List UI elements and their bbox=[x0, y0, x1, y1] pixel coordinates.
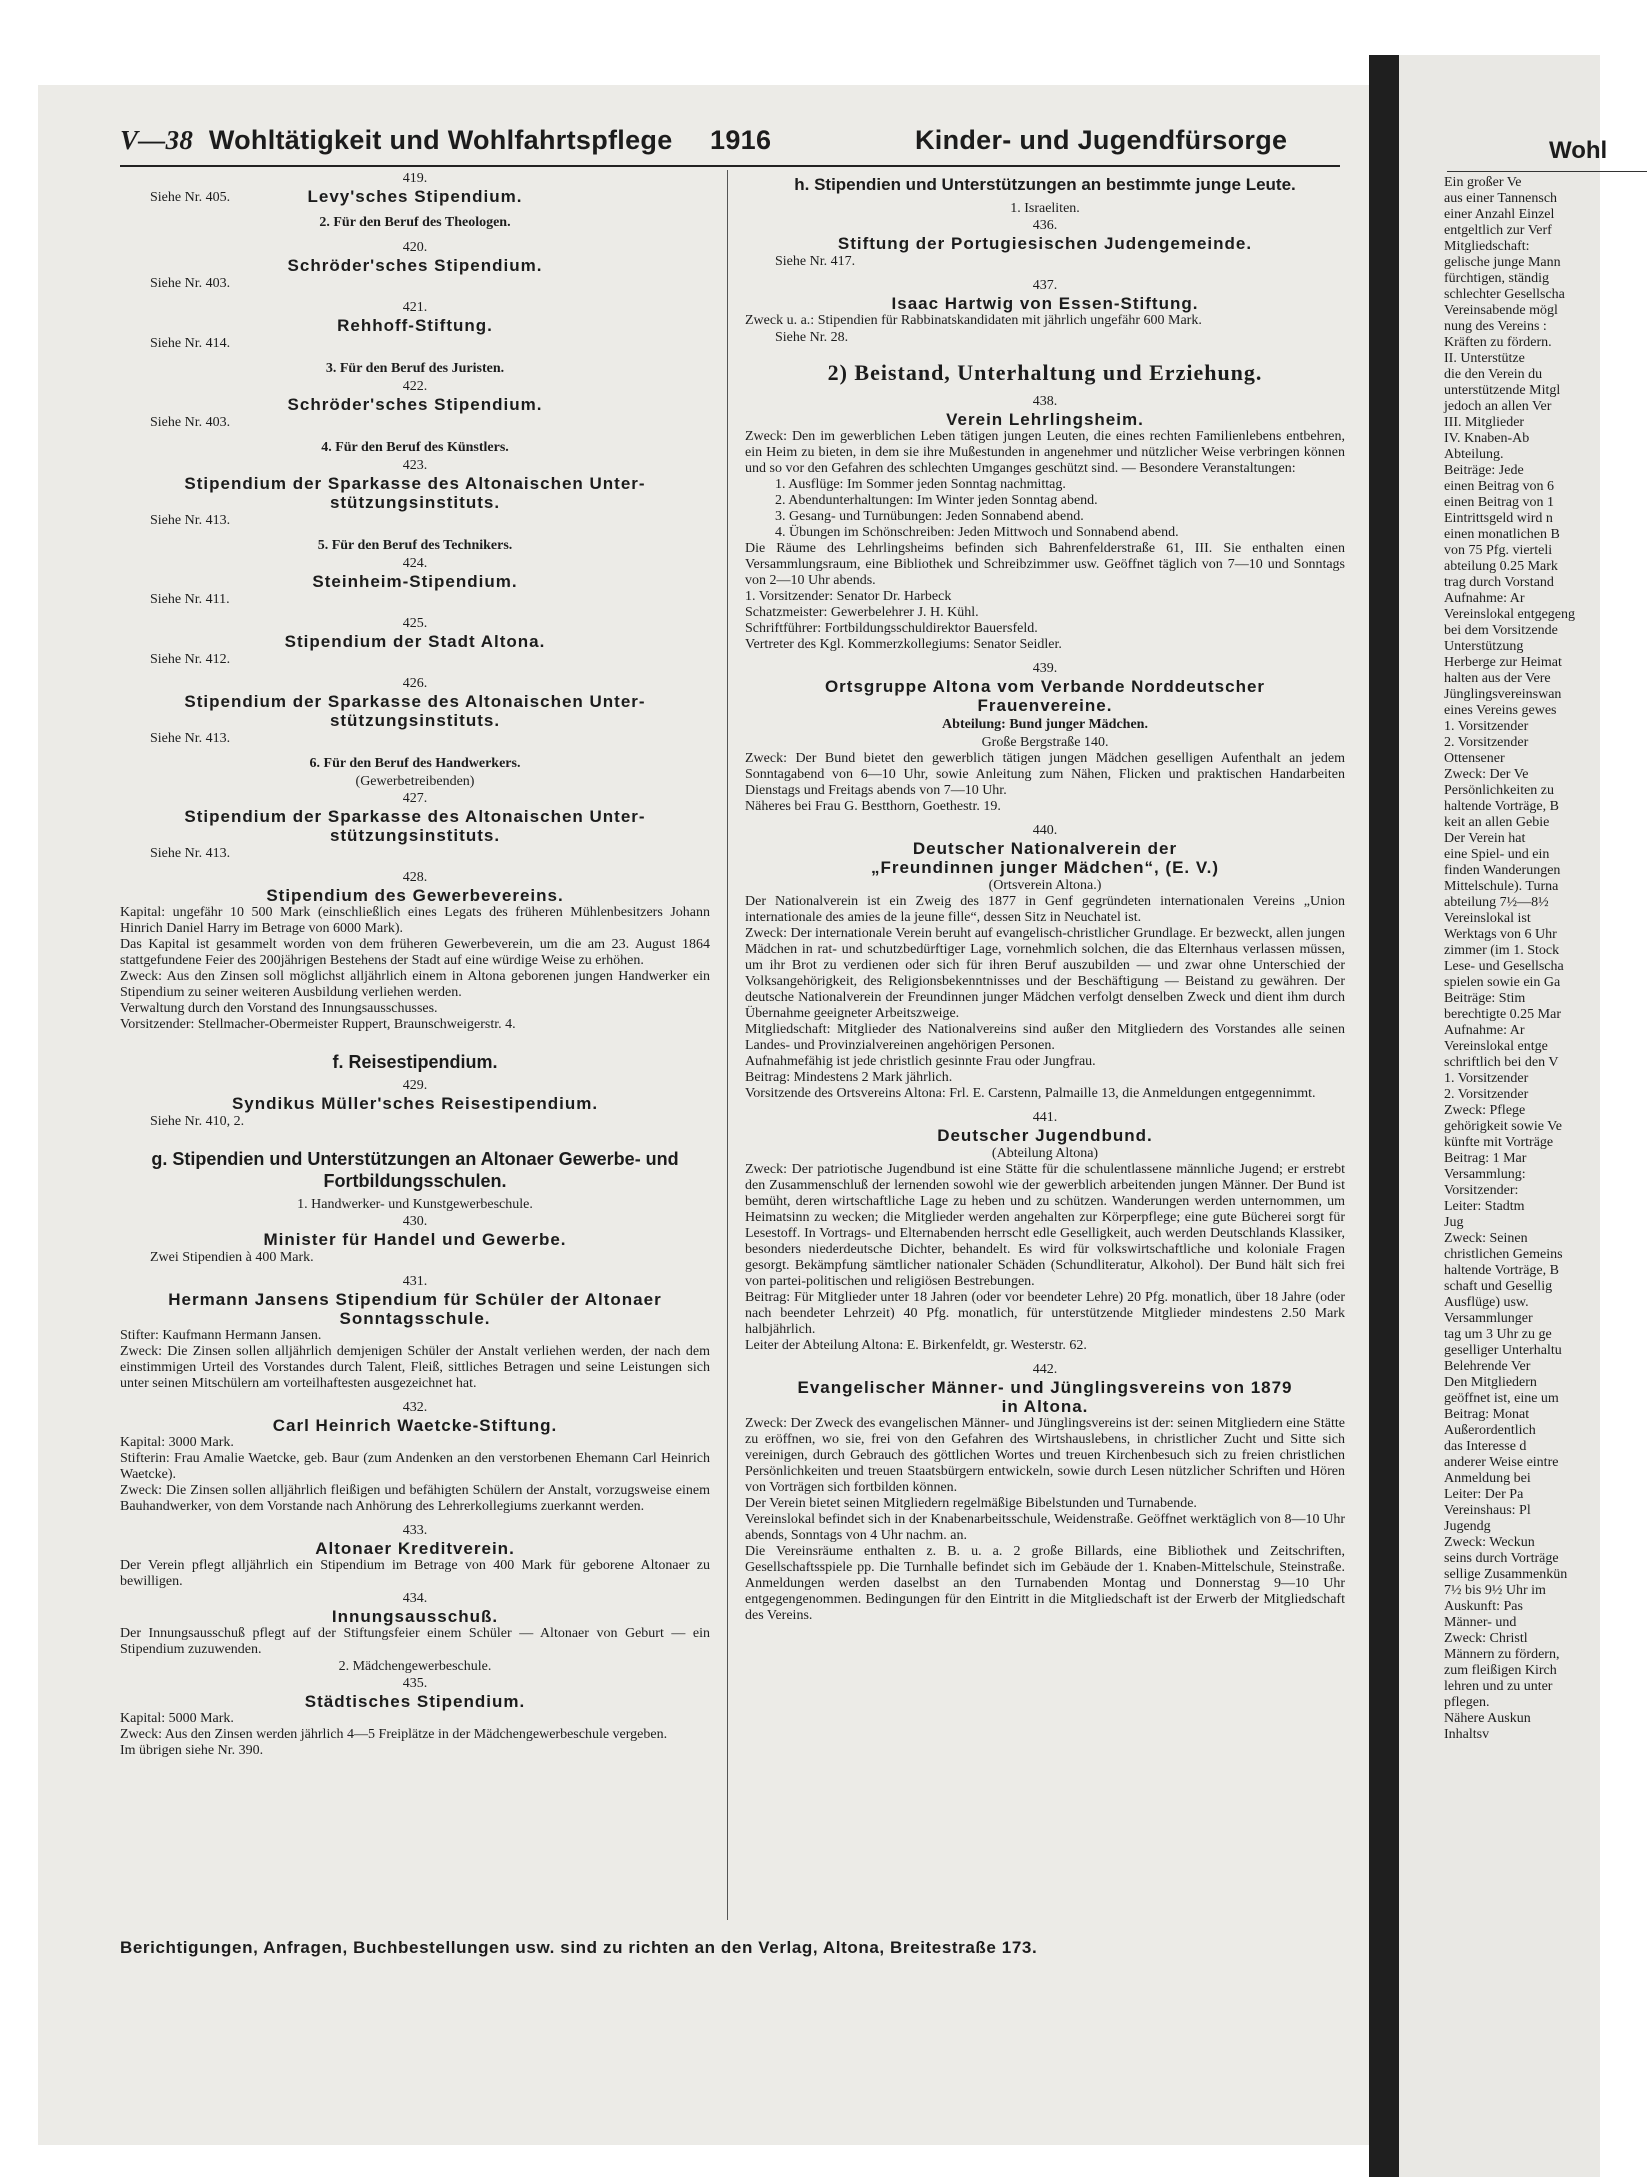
entry-text: Zweck: Aus den Zinsen soll möglichst alljährlich einem in Altona geborenen jungen Handwerker ein Stipendium zu seiner weiteren Ausbildung verliehen werden. bbox=[120, 969, 710, 1000]
entry-title-cont: „Freundinnen junger Mädchen“, (E. V.) bbox=[870, 858, 1220, 877]
subsection-note: (Gewerbetreibenden) bbox=[355, 774, 475, 789]
entry-title: Stipendium der Stadt Altona. bbox=[284, 632, 546, 651]
next-page-line: Jug bbox=[1444, 1215, 1464, 1230]
entry-text: Mitgliedschaft: Mitglieder des Nationalvereins sind außer den Mitgliedern des Vorstandes alle seinen Landes- und Provinzialvereinen angehörigen Personen. bbox=[745, 1022, 1345, 1053]
next-page-line: Leiter: Stadtm bbox=[1444, 1199, 1525, 1214]
entry-title: Altonaer Kreditverein. bbox=[315, 1539, 515, 1558]
next-page-line: Beitrag: Monat bbox=[1444, 1407, 1530, 1422]
next-page-line: einen monatlichen B bbox=[1444, 527, 1560, 542]
entry-title: Steinheim-Stipendium. bbox=[312, 572, 518, 591]
entry-number: 437. bbox=[1032, 278, 1058, 293]
entry-text: Vorsitzender: Stellmacher-Obermeister Ruppert, Braunschweigerstr. 4. bbox=[120, 1017, 516, 1032]
entry-title: Minister für Handel und Gewerbe. bbox=[263, 1230, 567, 1249]
next-page-line: von 75 Pfg. vierteli bbox=[1444, 543, 1553, 558]
next-page-line: Zweck: Christl bbox=[1444, 1631, 1528, 1646]
entry-text: Kapital: ungefähr 10 500 Mark (einschließlich eines Legats des früheren Mühlenbesitzers Johann Hinrich Daniel Harry im Betrage von 6000 Mark). bbox=[120, 905, 710, 936]
next-page-line: eines Vereins gewes bbox=[1444, 703, 1557, 718]
see-reference: Siehe Nr. 412. bbox=[150, 652, 231, 667]
entry-title: Stipendium der Sparkasse des Altonaischen Unter- bbox=[184, 474, 646, 493]
entry-title: Schröder'sches Stipendium. bbox=[287, 395, 543, 414]
next-page-line: III. Mitglieder bbox=[1444, 415, 1525, 430]
entry-number: 425. bbox=[402, 616, 428, 631]
entry-address: Große Bergstraße 140. bbox=[981, 735, 1109, 750]
next-page-line: eine Spiel- und ein bbox=[1444, 847, 1550, 862]
entry-number: 442. bbox=[1032, 1362, 1058, 1377]
entry-text: Stifter: Kaufmann Hermann Jansen. bbox=[120, 1328, 322, 1343]
next-page-line: schaft und Gesellig bbox=[1444, 1279, 1553, 1294]
next-page-line: die den Verein du bbox=[1444, 367, 1543, 382]
see-reference: Siehe Nr. 413. bbox=[150, 513, 231, 528]
entry-text: Vereinslokal befindet sich in der Knabenarbeitsschule, Weidenstraße. Geöffnet werktäglich von 8—10 Uhr abends, Sonntags von 4 Uhr nachm. an. bbox=[745, 1512, 1345, 1543]
next-page-line: keit an allen Gebie bbox=[1444, 815, 1550, 830]
entry-text: Beitrag: Mindestens 2 Mark jährlich. bbox=[745, 1070, 953, 1085]
list-item: 2. Abendunterhaltungen: Im Winter jeden Sonntag abend. bbox=[775, 493, 1098, 508]
next-page-line: aus einer Tannensch bbox=[1444, 191, 1558, 206]
entry-text: Das Kapital ist gesammelt worden von dem früheren Gewerbeverein, um die am 23. August 1864 stattgefundene Feier des 200jährigen Bestehens der Stadt auf eine würdige Weise zu erhöhen. bbox=[120, 937, 710, 968]
entry-title: Verein Lehrlingsheim. bbox=[946, 410, 1144, 429]
subsection-heading: 1. Israeliten. bbox=[1010, 201, 1080, 216]
next-page-line: 1. Vorsitzender bbox=[1444, 719, 1529, 734]
next-page-line: Abteilung. bbox=[1444, 447, 1504, 462]
entry-number: 441. bbox=[1032, 1110, 1058, 1125]
entry-text: 1. Vorsitzender: Senator Dr. Harbeck bbox=[745, 589, 952, 604]
entry-subtitle: (Ortsverein Altona.) bbox=[988, 878, 1102, 893]
entry-title: Carl Heinrich Waetcke-Stiftung. bbox=[272, 1416, 558, 1435]
next-page-line: finden Wanderungen bbox=[1444, 863, 1561, 878]
next-page-line: Kräften zu fördern. bbox=[1444, 335, 1552, 350]
see-reference: Siehe Nr. 403. bbox=[150, 276, 231, 291]
entry-number: 427. bbox=[402, 791, 428, 806]
entry-number: 422. bbox=[402, 379, 428, 394]
next-page-line: einer Anzahl Einzel bbox=[1444, 207, 1555, 222]
entry-number: 433. bbox=[402, 1523, 428, 1538]
entry-number: 439. bbox=[1032, 661, 1058, 676]
section-title-right: Kinder- und Jugendfürsorge bbox=[915, 125, 1288, 155]
entry-number: 434. bbox=[402, 1591, 428, 1606]
entry-text: Zweck: Aus den Zinsen werden jährlich 4—5 Freiplätze in der Mädchengewerbeschule vergeben. bbox=[120, 1727, 668, 1742]
entry-text: Der Nationalverein ist ein Zweig des 1877 in Genf gegründeten internationalen Vereins „Union internationale des amies de la jeune fille“, dessen Sitz in Neuchatel ist. bbox=[745, 894, 1345, 925]
entry-text: Zweck: Der Zweck des evangelischen Männer- und Jünglingsvereins ist der: seinen Mitgliedern eine Stätte zu eröffnen, wo sie, frei von den Gefahren des Wirtshauslebens, in christlicher Zucht und Sitte sich vereinigen, durch Gebrauch des göttlichen Wortes und treuen Kirchenbesuch sich zu freien christlichen Persönlichkeiten und treuen Staatsbürgern entwickeln, sowie durch Lesen nützlicher Schriften und Hören von Vorträgen sich fortbilden können. bbox=[745, 1416, 1345, 1495]
entry-number: 429. bbox=[402, 1078, 428, 1093]
entry-number: 423. bbox=[402, 458, 428, 473]
next-page-line: Mitgliedschaft: bbox=[1444, 239, 1530, 254]
next-page-line: Inhaltsv bbox=[1444, 1727, 1490, 1742]
entry-number: 440. bbox=[1032, 823, 1058, 838]
next-page-line: trag durch Vorstand bbox=[1444, 575, 1554, 590]
next-page-header: Wohl bbox=[1549, 137, 1608, 164]
next-page-line: spielen sowie ein Ga bbox=[1444, 975, 1561, 990]
next-page-line: fürchtigen, ständig bbox=[1444, 271, 1549, 286]
subsection-heading: 6. Für den Beruf des Handwerkers. bbox=[309, 756, 521, 771]
next-page-line: Ausflüge) usw. bbox=[1444, 1295, 1529, 1310]
see-reference: Siehe Nr. 28. bbox=[775, 330, 849, 345]
see-reference: Siehe Nr. 413. bbox=[150, 731, 231, 746]
entry-title: Hermann Jansens Stipendium für Schüler der Altonaer bbox=[168, 1290, 662, 1309]
entry-title: Levy'sches Stipendium. bbox=[307, 187, 523, 206]
next-page-line: Vereinshaus: Pl bbox=[1444, 1503, 1531, 1518]
next-page-line: Vereinslokal entgegeng bbox=[1444, 607, 1576, 622]
next-page-line: IV. Knaben-Ab bbox=[1444, 431, 1530, 446]
right-column bbox=[745, 170, 1345, 1624]
next-page-line: Vereinslokal ist bbox=[1444, 911, 1531, 926]
column-separator bbox=[727, 170, 728, 1920]
subsection-heading: 4. Für den Beruf des Künstlers. bbox=[321, 440, 509, 455]
entry-title: Stipendium der Sparkasse des Altonaischen Unter- bbox=[184, 807, 646, 826]
entry-title-cont: stützungsinstituts. bbox=[329, 711, 501, 730]
see-reference: Siehe Nr. 410, 2. bbox=[150, 1114, 245, 1129]
school-heading: 1. Handwerker- und Kunstgewerbeschule. bbox=[297, 1197, 533, 1212]
next-page-line: Aufnahme: Ar bbox=[1444, 1023, 1525, 1038]
entry-title: Isaac Hartwig von Essen-Stiftung. bbox=[891, 294, 1199, 313]
next-page-line: christlichen Gemeins bbox=[1444, 1247, 1563, 1262]
next-page-line: seins durch Vorträge bbox=[1444, 1551, 1559, 1566]
entry-text: Zweck: Der internationale Verein beruht auf evangelisch-christlicher Grundlage. Er bezweckt, allen jungen Mädchen in rat- und schutzbedürftiger Lage, vornehmlich solchen, die das Elternhaus verlassen müssen, um ihr Brot zu verdienen oder sich für ihren Beruf auszubilden — und zwar ohne Unterschied der Volksangehörigkeit, des Religionsbekenntnisses und der Beschäftigung — Beistand zu gewähren. Der deutsche Nationalverein der Freundinnen junger Mädchen verfolgt denselben Zweck und dient ihm durch Übernahme geeigneter Arbeitszweige. bbox=[745, 926, 1345, 1021]
entry-text: Der Verein pflegt alljährlich ein Stipendium im Betrage von 400 Mark für geborene Altonaer zu bewilligen. bbox=[120, 1558, 710, 1589]
entry-number: 431. bbox=[402, 1274, 428, 1289]
entry-title: Stiftung der Portugiesischen Judengemeinde. bbox=[837, 234, 1253, 253]
next-page-line: Vorsitzender: bbox=[1444, 1183, 1519, 1198]
entry-text: Vertreter des Kgl. Kommerzkollegiums: Senator Seidler. bbox=[745, 637, 1062, 652]
entry-text: Der Verein bietet seinen Mitgliedern regelmäßige Bibelstunden und Turnabende. bbox=[745, 1496, 1197, 1511]
entry-title-cont: stützungsinstituts. bbox=[329, 826, 501, 845]
entry-text: Zweck u. a.: Stipendien für Rabbinatskandidaten mit jährlich ungefähr 600 Mark. bbox=[745, 313, 1202, 328]
entry-text: Beitrag: Für Mitglieder unter 18 Jahren (oder vor beendeter Lehre) 20 Pfg. monatlich, über 18 Jahre (oder nach beendeter Lehrzeit) 40 Pfg. monatlich, für unterstützende Mitglieder mindestens 2.50 Mark halbjährlich. bbox=[745, 1290, 1345, 1337]
next-page-line: 2. Vorsitzender bbox=[1444, 1087, 1529, 1102]
next-page-line: halten aus der Vere bbox=[1444, 671, 1551, 686]
entry-text: Kapital: 3000 Mark. bbox=[120, 1435, 234, 1450]
entry-title: Ortsgruppe Altona vom Verbande Norddeutscher bbox=[824, 677, 1266, 696]
school-heading: 2. Mädchengewerbeschule. bbox=[338, 1659, 492, 1674]
next-page-line: einen Beitrag von 6 bbox=[1444, 479, 1555, 494]
entry-number: 438. bbox=[1032, 394, 1058, 409]
next-page-line: Zweck: Weckun bbox=[1444, 1535, 1535, 1550]
next-page-line: bei dem Vorsitzende bbox=[1444, 623, 1558, 638]
next-page-line: Ein großer Ve bbox=[1444, 175, 1522, 190]
next-page-line: Vereinslokal entge bbox=[1444, 1039, 1548, 1054]
entry-text: Aufnahmefähig ist jede christlich gesinnte Frau oder Jungfrau. bbox=[745, 1054, 1096, 1069]
next-page-line: Ottensener bbox=[1444, 751, 1505, 766]
next-page-line: abteilung 7½—8½ bbox=[1444, 895, 1549, 910]
entry-title: Rehhoff-Stiftung. bbox=[337, 316, 493, 335]
next-page-line: schriftlich bei den V bbox=[1444, 1055, 1559, 1070]
next-page-line: berechtigte 0.25 Mar bbox=[1444, 1007, 1562, 1022]
next-page-rule bbox=[1447, 171, 1647, 172]
see-reference: Siehe Nr. 405. bbox=[150, 190, 231, 205]
next-page-line: Der Verein hat bbox=[1444, 831, 1526, 846]
next-page-line: Mittelschule). Turna bbox=[1444, 879, 1559, 894]
next-page-line: Lese- und Gesellscha bbox=[1444, 959, 1564, 974]
next-page-line: 2. Vorsitzender bbox=[1444, 735, 1529, 750]
header-rule bbox=[120, 165, 1340, 167]
next-page-line: unterstützende Mitgl bbox=[1444, 383, 1561, 398]
next-page-line: 1. Vorsitzender bbox=[1444, 1071, 1529, 1086]
next-page-strip bbox=[1399, 55, 1608, 2177]
entry-title-cont: stützungsinstituts. bbox=[329, 493, 501, 512]
section-heading-2: 2) Beistand, Unterhaltung und Erziehung. bbox=[827, 360, 1263, 385]
next-page-line: Eintrittsgeld wird n bbox=[1444, 511, 1553, 526]
entry-subtitle: (Abteilung Altona) bbox=[991, 1146, 1099, 1161]
entry-text: Zweck: Der Bund bietet den gewerblich tätigen jungen Mädchen geselligen Aufenthalt an jedem Sonntagabend von 6—10 Uhr, sowie Anleitung zum Nähen, Flicken und praktischen Handarbeiten Dienstags und Freitags abends von 7—10 Uhr. bbox=[745, 751, 1345, 798]
entry-text: Schatzmeister: Gewerbelehrer J. H. Kühl. bbox=[745, 605, 979, 620]
entry-number: 436. bbox=[1032, 218, 1058, 233]
see-reference: Siehe Nr. 403. bbox=[150, 415, 231, 430]
next-page-line: Auskunft: Pas bbox=[1444, 1599, 1523, 1614]
next-page-line: zum fleißigen Kirch bbox=[1444, 1663, 1557, 1678]
entry-title: Städtisches Stipendium. bbox=[304, 1692, 526, 1711]
next-page-line: Nähere Auskun bbox=[1444, 1711, 1531, 1726]
entry-number: 424. bbox=[402, 556, 428, 571]
next-page-line: Zweck: Pflege bbox=[1444, 1103, 1526, 1118]
entry-title: Deutscher Nationalverein der bbox=[912, 839, 1178, 858]
next-page-line: Versammlung: bbox=[1444, 1167, 1526, 1182]
entry-title-cont: in Altona. bbox=[1001, 1397, 1089, 1416]
next-page-text bbox=[1444, 175, 1575, 1743]
next-page-line: Außerordentlich bbox=[1444, 1423, 1536, 1438]
page-number: V—38 bbox=[120, 125, 194, 155]
section-heading-f: f. Reisestipendium. bbox=[332, 1052, 498, 1072]
next-page-line: Aufnahme: Ar bbox=[1444, 591, 1525, 606]
subsection-heading: 2. Für den Beruf des Theologen. bbox=[319, 215, 511, 230]
entry-text: Vorsitzende des Ortsvereins Altona: Frl. E. Carstenn, Palmaille 13, die Anmeldungen entgegennimmt. bbox=[745, 1086, 1316, 1101]
next-page-line: jedoch an allen Ver bbox=[1444, 399, 1552, 414]
entry-title: Deutscher Jugendbund. bbox=[937, 1126, 1153, 1145]
entry-title: Syndikus Müller'sches Reisestipendium. bbox=[231, 1094, 599, 1113]
entry-text: Näheres bei Frau G. Bestthorn, Goethestr. 19. bbox=[745, 799, 1001, 814]
subsection-heading: 5. Für den Beruf des Technikers. bbox=[317, 538, 513, 553]
next-page-line: 7½ bis 9½ Uhr im bbox=[1444, 1583, 1546, 1598]
next-page-line: Beitrag: 1 Mar bbox=[1444, 1151, 1527, 1166]
subsection-heading: 3. Für den Beruf des Juristen. bbox=[325, 361, 505, 376]
page-gutter bbox=[1369, 55, 1399, 2177]
next-page-line: Zweck: Seinen bbox=[1444, 1231, 1528, 1246]
entry-text: Verwaltung durch den Vorstand des Innungsausschusses. bbox=[120, 1001, 438, 1016]
entry-title: Stipendium des Gewerbevereins. bbox=[266, 886, 564, 905]
entry-number: 428. bbox=[402, 870, 428, 885]
entry-title: Evangelischer Männer- und Jünglingsvereins von 1879 bbox=[797, 1378, 1293, 1397]
next-page-line: pflegen. bbox=[1444, 1695, 1490, 1710]
entry-number: 430. bbox=[402, 1214, 428, 1229]
next-page-line: schlechter Gesellscha bbox=[1444, 287, 1565, 302]
entry-title-cont: Frauenvereine. bbox=[977, 696, 1113, 715]
next-page-line: Anmeldung bei bbox=[1444, 1471, 1531, 1486]
next-page-line: haltende Vorträge, B bbox=[1444, 799, 1559, 814]
list-item: 1. Ausflüge: Im Sommer jeden Sonntag nachmittag. bbox=[775, 477, 1066, 492]
entry-text: Zwei Stipendien à 400 Mark. bbox=[150, 1250, 314, 1265]
entry-text: Schriftführer: Fortbildungsschuldirektor Bauersfeld. bbox=[745, 621, 1038, 636]
list-item: 3. Gesang- und Turnübungen: Jeden Sonnabend abend. bbox=[775, 509, 1084, 524]
next-page-line: anderer Weise eintre bbox=[1444, 1455, 1559, 1470]
next-page-line: Unterstützung bbox=[1444, 639, 1524, 654]
entry-text: Leiter der Abteilung Altona: E. Birkenfeldt, gr. Westerstr. 62. bbox=[745, 1338, 1087, 1353]
next-page-line: künfte mit Vorträge bbox=[1444, 1135, 1554, 1150]
next-page-line: geöffnet ist, eine um bbox=[1444, 1391, 1559, 1406]
entry-subtitle: Abteilung: Bund junger Mädchen. bbox=[942, 717, 1148, 732]
entry-title-cont: Sonntagsschule. bbox=[339, 1309, 491, 1328]
entry-number: 432. bbox=[402, 1400, 428, 1415]
entry-title: Innungsausschuß. bbox=[331, 1607, 499, 1626]
next-page-line: II. Unterstütze bbox=[1444, 351, 1525, 366]
entry-text: Zweck: Die Zinsen sollen alljährlich demjenigen Schüler der Anstalt verliehen werden, der nach dem einstimmigen Urteil des Vorstandes durch Talent, Fleiß, sittliches Betragen und seine Leistungen sich unter seinen Mitschülern am vorteilhaftesten ausgezeichnet hat. bbox=[120, 1344, 710, 1391]
next-page-line: Zweck: Der Ve bbox=[1444, 767, 1529, 782]
entry-number: 420. bbox=[402, 240, 428, 255]
next-page-line: Männer- und bbox=[1444, 1615, 1517, 1630]
next-page-line: abteilung 0.25 Mark bbox=[1444, 559, 1558, 574]
next-page-line: nung des Vereins : bbox=[1444, 319, 1547, 334]
entry-text: Zweck: Der patriotische Jugendbund ist eine Stätte für die schulentlassene männliche Jugend; er erstrebt den Zusammenschluß der lernenden sowohl wie der gewerblich arbeitenden jungen Männer. Der Bund ist bemüht, deren wirtschaftliche Lage zu heben und zu schützen. Wanderungen werden unternommen, um Heimatsinn zu wecken; die Mitglieder werden angehalten zur Körperpflege; eine gute Bücherei sorgt für Lesestoff. In Vortrags- und Elternabenden herrscht edle Geselligkeit, auch werden Deutschlands Klassiker, besonders niederdeutsche Dichter, behandelt. Es wird für volkswirtschaftliche und koloniale Fragen gesorgt. Bekämpfung sämtlicher nationaler Schäden (Schundliteratur, Alkohol). Der Bund hält sich frei von partei-politischen und religiösen Bestrebungen. bbox=[745, 1162, 1345, 1289]
left-column bbox=[120, 170, 710, 1759]
see-reference: Siehe Nr. 411. bbox=[150, 592, 230, 607]
next-page-line: Beiträge: Stim bbox=[1444, 991, 1526, 1006]
see-reference: Siehe Nr. 414. bbox=[150, 336, 231, 351]
entry-title: Schröder'sches Stipendium. bbox=[287, 256, 543, 275]
next-page-line: Werktags von 6 Uhr bbox=[1444, 927, 1557, 942]
entry-text: Kapital: 5000 Mark. bbox=[120, 1711, 234, 1726]
next-page-line: das Interesse d bbox=[1444, 1439, 1527, 1454]
next-page-line: geselliger Unterhaltu bbox=[1444, 1343, 1562, 1358]
next-page-line: gelische junge Mann bbox=[1444, 255, 1561, 270]
entry-text: Zweck: Die Zinsen sollen alljährlich fleißigen und befähigten Schülern der Anstalt, vorzugsweise einem Bauhandwerker, von dem Vorstande nach Anhörung des Lehrerkollegiums zuerkannt werden. bbox=[120, 1483, 710, 1514]
next-page-line: Persönlichkeiten zu bbox=[1444, 783, 1555, 798]
entry-number: 419. bbox=[402, 171, 428, 186]
next-page-line: haltende Vorträge, B bbox=[1444, 1263, 1559, 1278]
next-page-line: Beiträge: Jede bbox=[1444, 463, 1524, 478]
section-title-left: Wohltätigkeit und Wohlfahrtspflege bbox=[208, 125, 673, 155]
next-page-line: Jünglingsvereinswan bbox=[1444, 687, 1562, 702]
next-page-line: Männern zu fördern, bbox=[1444, 1647, 1560, 1662]
entry-title: Stipendium der Sparkasse des Altonaischen Unter- bbox=[184, 692, 646, 711]
see-reference: Siehe Nr. 413. bbox=[150, 846, 231, 861]
see-reference: Siehe Nr. 417. bbox=[775, 254, 856, 269]
next-page-line: Belehrende Ver bbox=[1444, 1359, 1531, 1374]
next-page-line: Vereinsabende mögl bbox=[1444, 303, 1558, 318]
entry-number: 435. bbox=[402, 1676, 428, 1691]
entry-text: Stifterin: Frau Amalie Waetcke, geb. Baur (zum Andenken an den verstorbenen Ehemann Carl Heinrich Waetcke). bbox=[120, 1451, 710, 1482]
entry-number: 426. bbox=[402, 676, 428, 691]
entry-number: 421. bbox=[402, 300, 428, 315]
entry-text: Zweck: Den im gewerblichen Leben tätigen jungen Leuten, die eines rechten Familienlebens entbehren, ein Heim zu bieten, in dem sie ihre Mußestunden in angenehmer und nützlicher Weise verbringen können und so vor den Gefahren des schlechten Umganges geschützt sind. — Besondere Veranstaltungen: bbox=[745, 429, 1345, 476]
next-page-line: Versammlunger bbox=[1444, 1311, 1533, 1326]
next-page-line: gehörigkeit sowie Ve bbox=[1444, 1119, 1562, 1134]
list-item: 4. Übungen im Schönschreiben: Jeden Mittwoch und Sonnabend abend. bbox=[775, 525, 1179, 540]
publisher-footer: Berichtigungen, Anfragen, Buchbestellungen usw. sind zu richten an den Verlag, Altona, Breitestraße 173. bbox=[120, 1938, 1038, 1957]
next-page-line: entgeltlich zur Verf bbox=[1444, 223, 1552, 238]
next-page-line: lehren und zu unter bbox=[1444, 1679, 1553, 1694]
next-page-line: Jugendg bbox=[1444, 1519, 1491, 1534]
header-year: 1916 bbox=[710, 125, 772, 155]
header-left bbox=[120, 125, 673, 156]
next-page-line: tag um 3 Uhr zu ge bbox=[1444, 1327, 1552, 1342]
entry-text: Die Vereinsräume enthalten z. B. u. a. 2 große Billards, eine Bibliothek und Zeitschriften, Gesellschaftsspiele pp. Die Turnhalle befindet sich im Gebäude der 1. Knaben-Mittelschule, Steinstraße. Anmeldungen werden daselbst an den Turnabenden Montag und Donnerstag 9—10 Uhr entgegengenommen. Bedingungen für den Eintritt in die Mitgliedschaft ist der Erwerb der Mitgliedschaft des Vereins. bbox=[745, 1544, 1345, 1623]
next-page-line: sellige Zusammenkün bbox=[1444, 1567, 1568, 1582]
next-page-line: einen Beitrag von 1 bbox=[1444, 495, 1555, 510]
next-page-line: zimmer (im 1. Stock bbox=[1444, 943, 1560, 958]
entry-text: Die Räume des Lehrlingsheims befinden sich Bahrenfelderstraße 61, III. Sie enthalten einen Versammlungsraum, eine Bibliothek und Schreibzimmer usw. Geöffnet täglich von 7—10 und Sonntags von 2—10 Uhr abends. bbox=[745, 541, 1345, 588]
entry-text: Im übrigen siehe Nr. 390. bbox=[120, 1743, 264, 1758]
section-heading-h: h. Stipendien und Unterstützungen an bestimmte junge Leute. bbox=[794, 175, 1296, 194]
entry-text: Der Innungsausschuß pflegt auf der Stiftungsfeier einem Schüler — Altonaer von Geburt — ein Stipendium zuzuwenden. bbox=[120, 1626, 710, 1657]
section-heading-g: g. Stipendien und Unterstützungen an Altonaer Gewerbe- und bbox=[151, 1149, 679, 1169]
section-heading-g-cont: Fortbildungsschulen. bbox=[323, 1171, 507, 1191]
next-page-line: Leiter: Der Pa bbox=[1444, 1487, 1524, 1502]
next-page-line: Den Mitgliedern bbox=[1444, 1375, 1537, 1390]
next-page-line: Herberge zur Heimat bbox=[1444, 655, 1562, 670]
